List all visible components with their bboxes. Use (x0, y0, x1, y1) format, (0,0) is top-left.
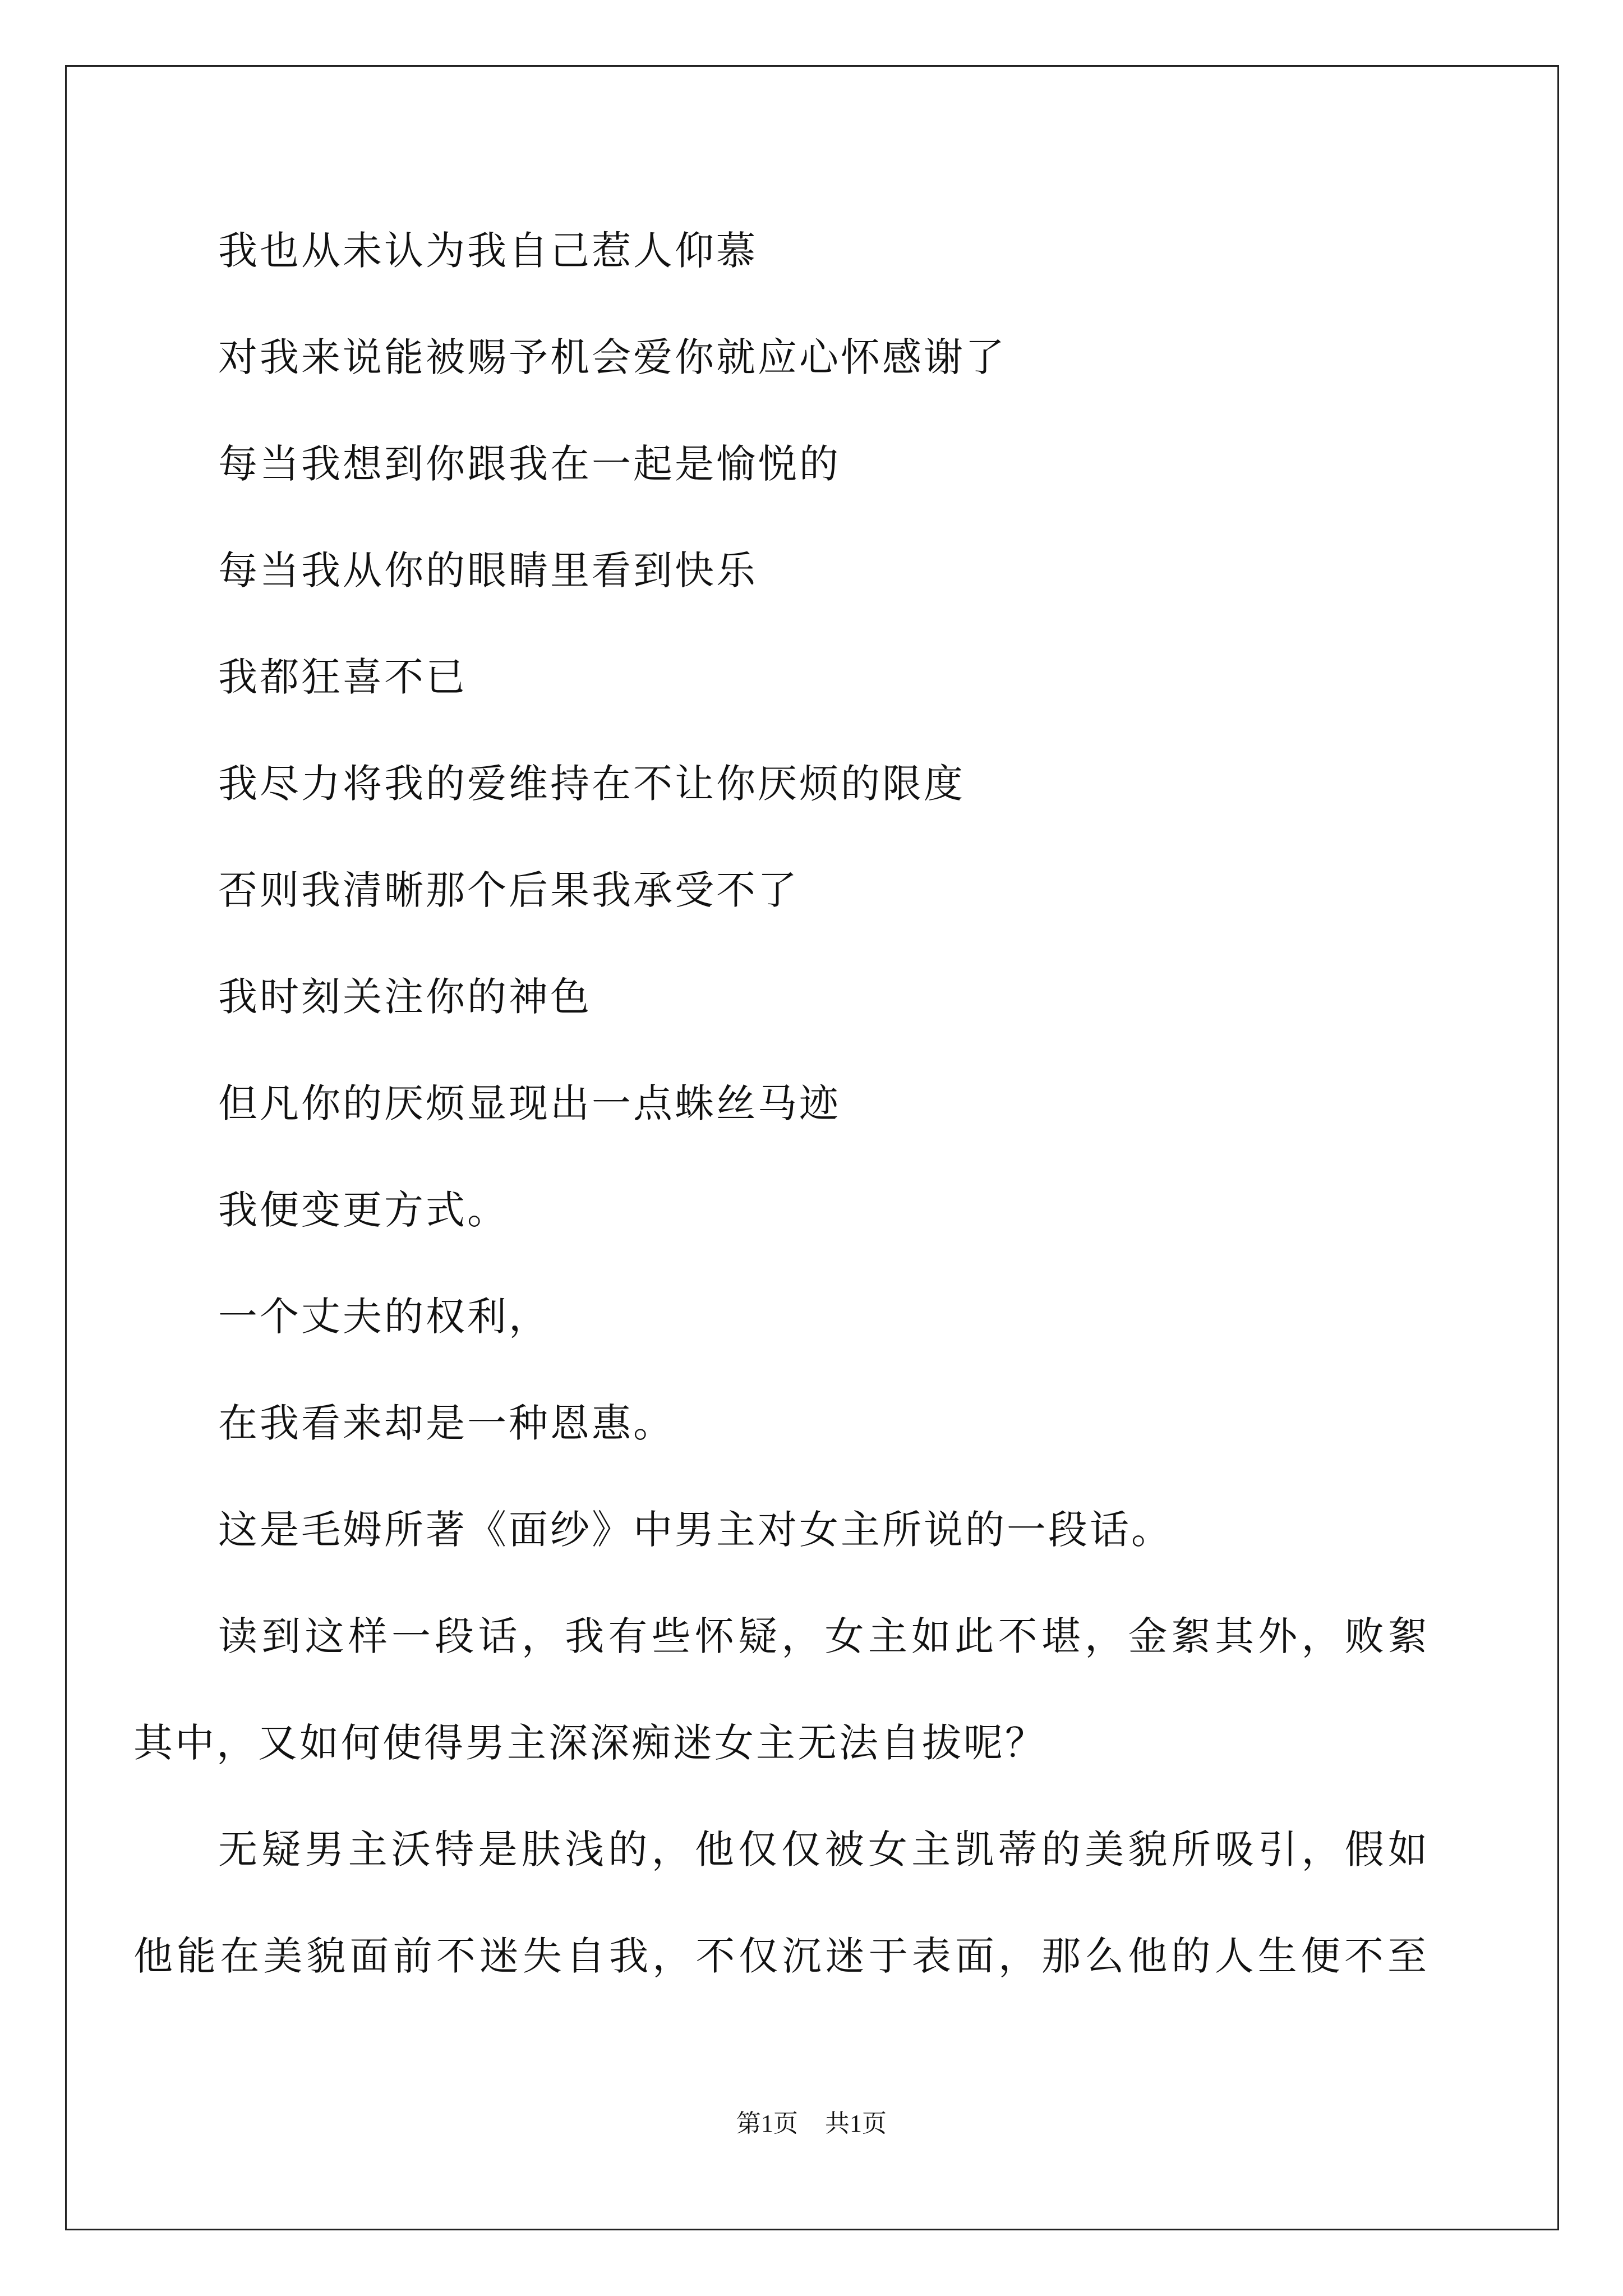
paragraph-2-line-2-text: 他能在美貌面前不迷失自我，不仅沉迷于表面，那么他的人生便不至 (133, 1933, 1428, 1979)
page-border (65, 65, 1559, 2230)
poem-line-10: 我便变更方式。 (218, 1187, 509, 1233)
poem-line-2: 对我来说能被赐予机会爱你就应心怀感谢了 (218, 334, 1007, 380)
poem-line-12: 在我看来却是一种恩惠。 (218, 1400, 675, 1446)
poem-line-8: 我时刻关注你的神色 (218, 974, 592, 1020)
poem-line-11: 一个丈夫的权利， (218, 1294, 550, 1340)
poem-line-5: 我都狂喜不已 (218, 654, 467, 700)
paragraph-1-line-2: 其中，又如何使得男主深深痴迷女主无法自拔呢？ (133, 1720, 1046, 1766)
poem-line-6: 我尽力将我的爱维持在不让你厌烦的限度 (218, 761, 965, 807)
paragraph-2-line-1-text: 无疑男主沃特是肤浅的，他仅仅被女主凯蒂的美貌所吸引，假如 (218, 1826, 1428, 1872)
paragraph-1-line-1-text: 读到这样一段话，我有些怀疑，女主如此不堪，金絮其外，败絮 (218, 1613, 1428, 1659)
poem-line-1: 我也从未认为我自己惹人仰慕 (218, 228, 758, 274)
page-footer (0, 2108, 1623, 2139)
page-number: 第1页 (736, 2110, 798, 2137)
poem-line-9: 但凡你的厌烦显现出一点蛛丝马迹 (218, 1080, 841, 1126)
paragraph-1-line-1 (0, 1611, 1428, 1662)
page-total: 共1页 (825, 2110, 887, 2137)
paragraph-2-line-2 (0, 1931, 1428, 1981)
poem-line-7: 否则我清晰那个后果我承受不了 (218, 867, 799, 913)
source-sentence: 这是毛姆所著《面纱》中男主对女主所说的一段话。 (218, 1507, 1173, 1553)
poem-line-3: 每当我想到你跟我在一起是愉悦的 (218, 441, 841, 487)
poem-line-4: 每当我从你的眼睛里看到快乐 (218, 547, 758, 593)
paragraph-2-line-1 (0, 1824, 1428, 1875)
